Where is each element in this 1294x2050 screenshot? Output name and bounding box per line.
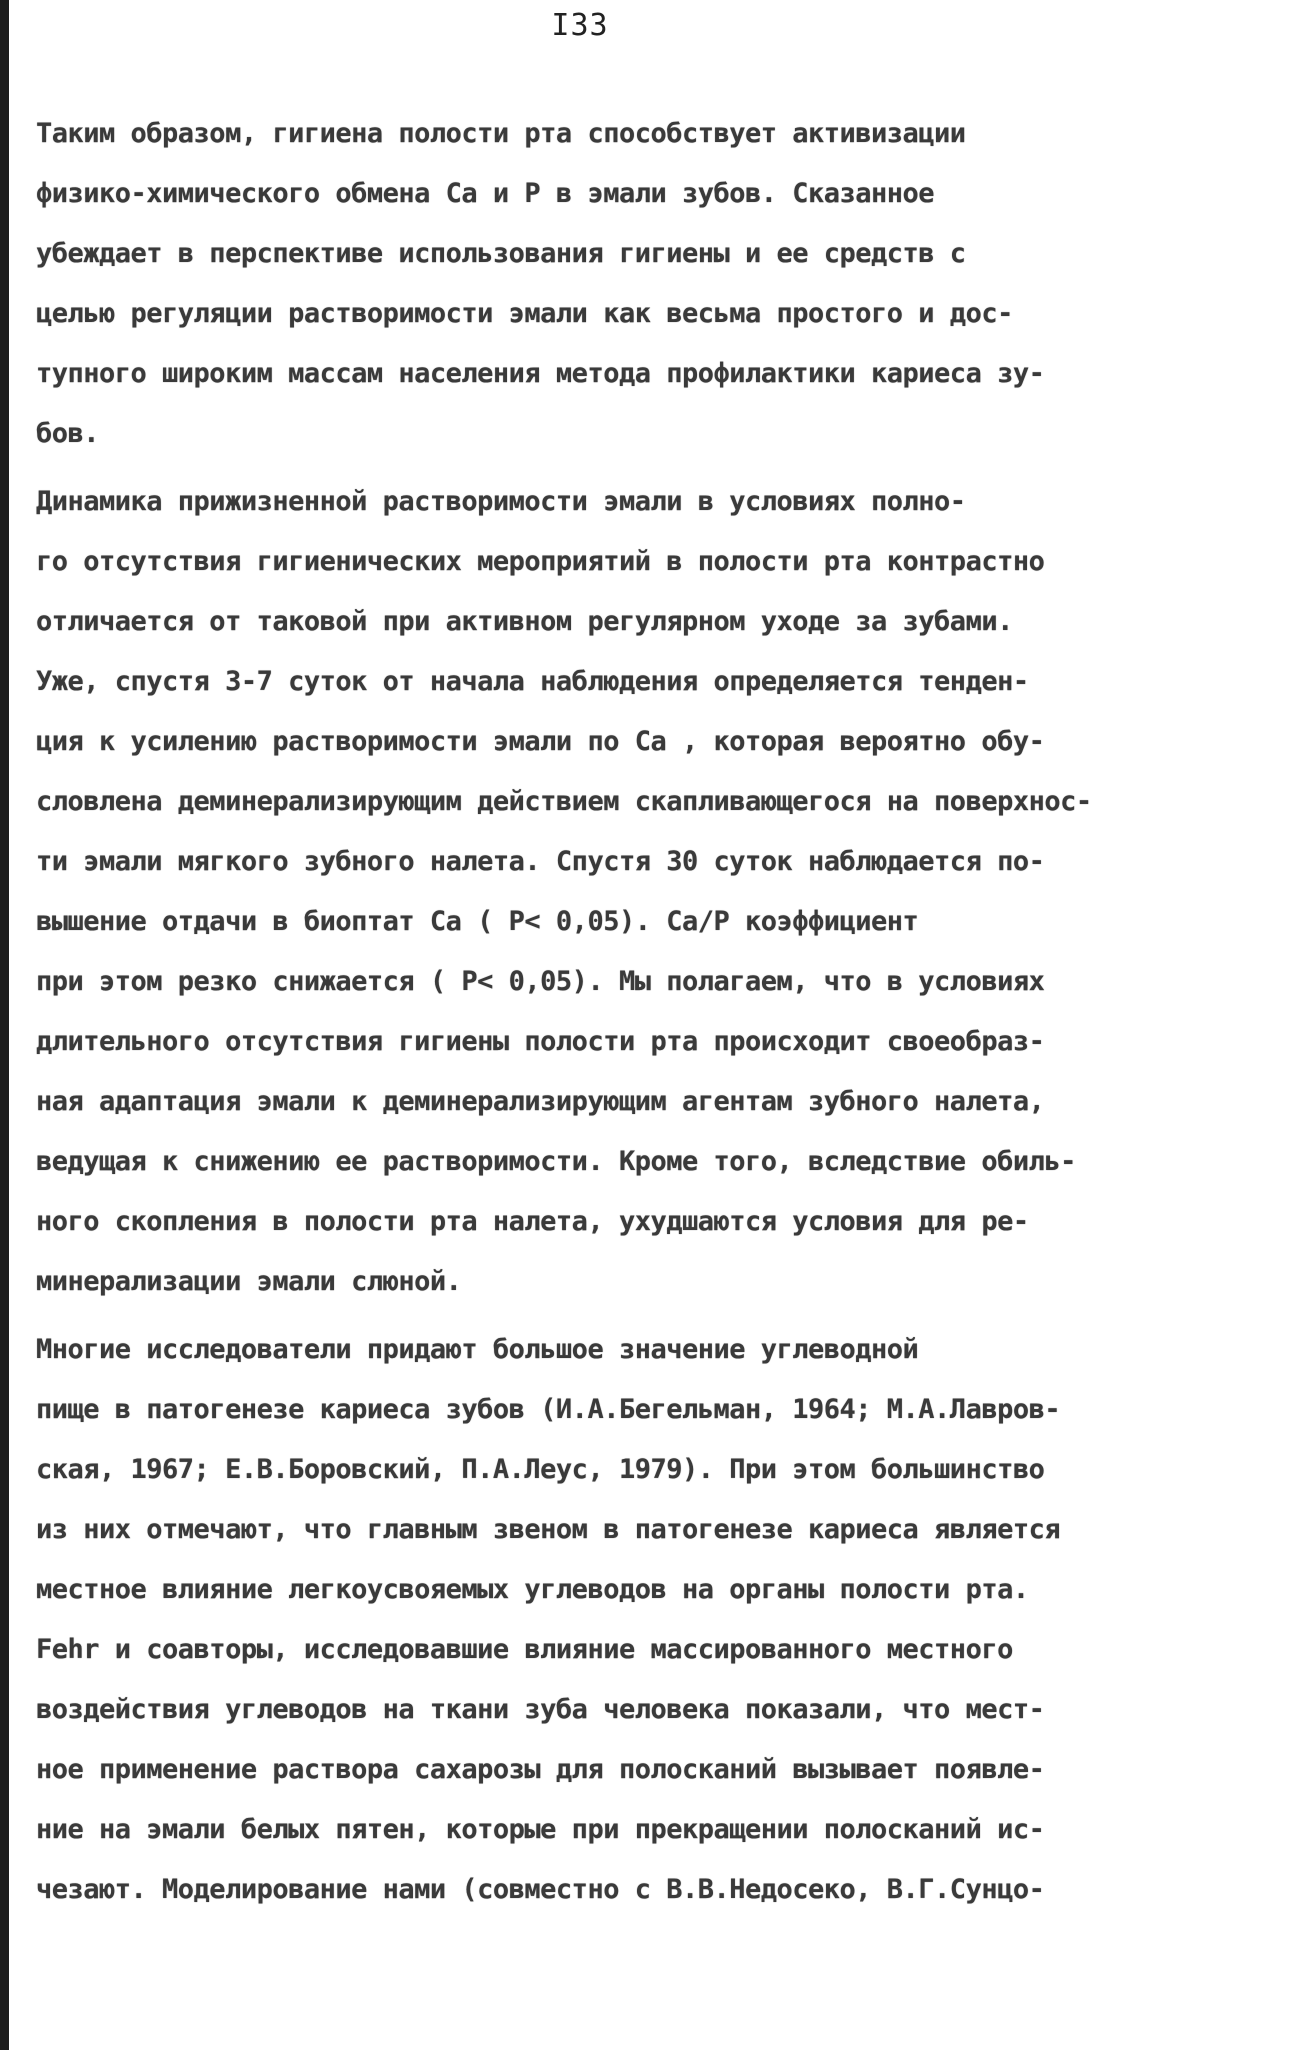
text-line: физико-химического обмена Ca и P в эмали зубов. Сказанное [36,178,935,209]
text-line: минерализации эмали слюной. [36,1266,462,1297]
text-line: тупного широким массам населения метода профилактики кариеса зу- [36,358,1045,389]
text-line: Динамика прижизненной растворимости эмали в условиях полно- [36,486,966,517]
text-line: Fehr и соавторы, исследовавшие влияние массированного местного [36,1634,1013,1665]
text-line: целью регуляции растворимости эмали как весьма простого и дос- [36,298,1013,329]
text-line: воздействия углеводов на ткани зуба человека показали, что мест- [36,1694,1045,1725]
text-line: местное влияние легкоусвояемых углеводов на органы полости рта. [36,1574,1029,1605]
text-line: отличается от таковой при активном регулярном уходе за зубами. [36,606,1013,637]
text-line: ное применение раствора сахарозы для полосканий вызывает появле- [36,1754,1045,1785]
text-line: чезают. Моделирование нами (совместно с В.В.Недосеко, В.Г.Сунцо- [36,1874,1045,1905]
text-line: ного скопления в полости рта налета, ухудшаются условия для ре- [36,1206,1029,1237]
text-line: Многие исследователи придают большое значение углеводной [36,1334,919,1365]
page-number: I33 [551,8,609,43]
text-line: длительного отсутствия гигиены полости рта происходит своеобраз- [36,1026,1045,1057]
text-line: ская, 1967; Е.В.Боровский, П.А.Леус, 1979). При этом большинство [36,1454,1045,1485]
text-line: ция к усилению растворимости эмали по Ca , которая вероятно обу- [36,726,1045,757]
text-line: го отсутствия гигиенических мероприятий в полости рта контрастно [36,546,1045,577]
paragraph-gap [36,1312,1246,1320]
body-text [36,104,1246,1920]
text-line: убеждает в перспективе использования гигиены и ее средств с [36,238,966,269]
page-left-edge [0,0,9,2050]
text-line: ние на эмали белых пятен, которые при прекращении полосканий ис- [36,1814,1045,1845]
text-line: словлена деминерализирующим действием скапливающегося на поверхнос- [36,786,1092,817]
text-line: вышение отдачи в биоптат Ca ( P< 0,05). Ca/P коэффициент [36,906,919,937]
text-line: Уже, спустя 3-7 суток от начала наблюдения определяется тенден- [36,666,1029,697]
text-line: бов. [36,418,100,449]
paragraph-gap [36,464,1246,472]
text-line: из них отмечают, что главным звеном в патогенезе кариеса является [36,1514,1061,1545]
text-line: ная адаптация эмали к деминерализирующим агентам зубного налета, [36,1086,1045,1117]
text-line: пище в патогенезе кариеса зубов (И.А.Бегельман, 1964; М.А.Лавров- [36,1394,1061,1425]
text-line: ведущая к снижению ее растворимости. Кроме того, вследствие обиль- [36,1146,1076,1177]
text-line: при этом резко снижается ( P< 0,05). Мы полагаем, что в условиях [36,966,1045,997]
text-line: ти эмали мягкого зубного налета. Спустя 30 суток наблюдается по- [36,846,1045,877]
text-line: Таким образом, гигиена полости рта способствует активизации [36,118,966,149]
